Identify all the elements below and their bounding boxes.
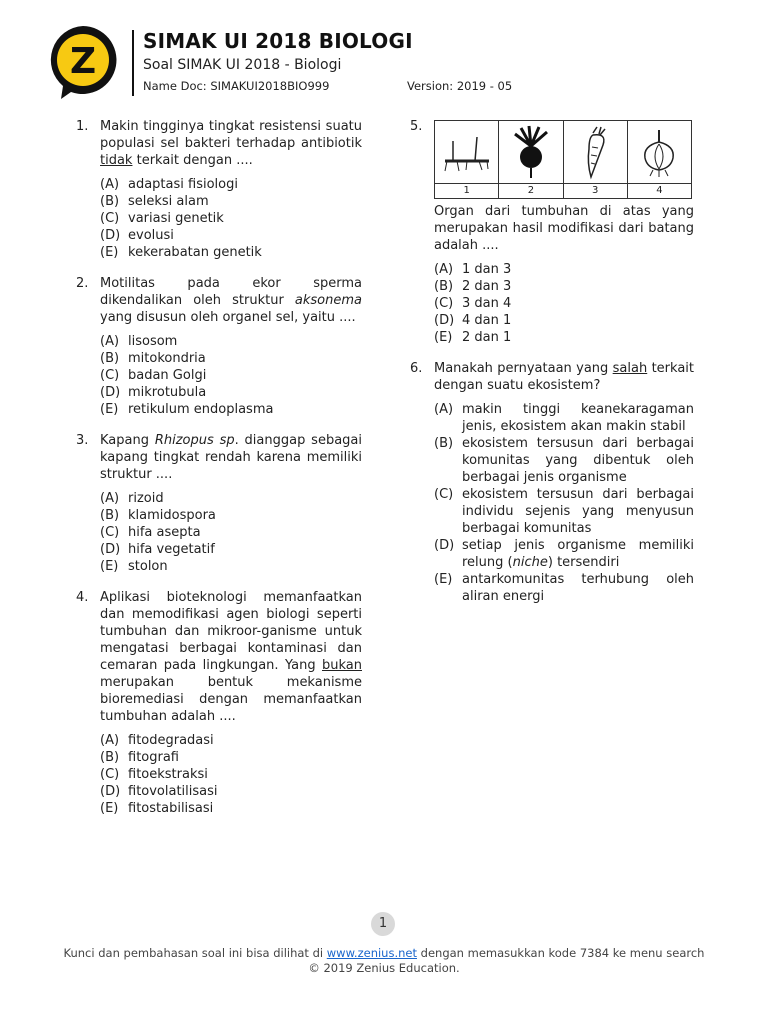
carrot-icon [567,123,623,181]
doc-version: Version: 2019 - 05 [407,79,513,93]
option-c[interactable]: (C) 3 dan 4 [434,296,512,311]
question-text: Organ dari tumbuhan di atas yang merupakan hasil modifikasi dari batang adalah .... [434,204,694,253]
option-a[interactable]: (A) fitodegradasi [100,733,214,748]
question-text: Manakah pernyataan yang salah terkait dengan suatu ekosistem? [434,361,694,393]
doc-meta [143,79,513,93]
option-d[interactable]: (D) evolusi [100,228,174,243]
doc-name: Name Doc: SIMAKUI2018BIO999 [143,79,330,93]
option-b[interactable]: (B) seleksi alam [100,194,209,209]
figure-cell-2 [499,121,563,198]
question-text: Aplikasi bioteknologi memanfaatkan dan memodifikasi agen biologi seperti tumbuhan dan mikroor-ganisme untuk mengatasi berbagai kontaminasi dan cemaran pada lingkungan. Yang bukan merupakan bentuk mekanisme bioremediasi dengan memanfaatkan tumbuhan adalah .... [100,590,362,724]
question-number: 5. [410,119,423,134]
option-list [100,490,362,575]
option-list [434,401,694,605]
figure-label: 3 [591,185,599,196]
option-a[interactable]: (A) rizoid [100,491,164,506]
option-list [100,176,362,261]
rhizome-icon [439,127,495,177]
option-e[interactable]: (E) 2 dan 1 [434,330,512,345]
question-text: Motilitas pada ekor sperma dikendalikan oleh struktur aksonema yang disusun oleh organel sel, yaitu .... [100,276,362,325]
zenius-logo [47,24,119,100]
option-e[interactable]: (E) retikulum endoplasma [100,402,274,417]
option-e[interactable]: (E) kekerabatan genetik [100,245,262,260]
option-d[interactable]: (D) setiap jenis organisme memiliki relung (niche) tersendiri [434,538,694,570]
footer-note: Kunci dan pembahasan soal ini bisa dilihat di www.zenius.net dengan memasukkan kode 7384 ke menu search [63,946,705,960]
question-6 [410,360,694,605]
left-column [76,118,362,831]
beet-root-icon [503,124,559,180]
option-b[interactable]: (B) mitokondria [100,351,206,366]
figure-cell-1 [435,121,499,198]
logo-letter: Z [69,41,97,82]
option-d[interactable]: (D) mikrotubula [100,385,207,400]
plant-organ-figure [434,120,692,199]
option-c[interactable]: (C) ekosistem tersusun dari berbagai individu sejenis yang menyusun berbagai komunitas [434,487,694,536]
question-5 [410,118,694,346]
figure-cell-4 [628,121,691,198]
question-number: 4. [76,590,89,605]
option-b[interactable]: (B) ekosistem tersusun dari berbagai komunitas yang dibentuk oleh berbagai jenis organisme [434,436,694,485]
header-divider [132,30,134,96]
option-c[interactable]: (C) fitoekstraksi [100,767,208,782]
option-c[interactable]: (C) hifa asepta [100,525,201,540]
option-c[interactable]: (C) badan Golgi [100,368,207,383]
option-list [100,732,362,817]
option-b[interactable]: (B) fitografi [100,750,179,765]
question-1 [76,118,362,261]
question-text: Makin tingginya tingkat resistensi suatu populasi sel bakteri terhadap antibiotik tidak terkait dengan .... [100,119,362,168]
zenius-link[interactable]: www.zenius.net [326,946,417,960]
page-number: 1 [371,912,395,936]
option-a[interactable]: (A) 1 dan 3 [434,262,512,277]
option-d[interactable]: (D) hifa vegetatif [100,542,215,557]
option-b[interactable]: (B) 2 dan 3 [434,279,512,294]
question-3 [76,432,362,575]
figure-label: 2 [527,185,535,196]
question-number: 3. [76,433,89,448]
option-a[interactable]: (A) lisosom [100,334,178,349]
option-e[interactable]: (E) stolon [100,559,168,574]
option-b[interactable]: (B) klamidospora [100,508,216,523]
footer-copyright: © 2019 Zenius Education. [308,961,460,975]
option-list [100,333,362,418]
option-d[interactable]: (D) 4 dan 1 [434,313,512,328]
question-text: Kapang Rhizopus sp. dianggap sebagai kapang tingkat rendah karena memiliki struktur .... [100,433,362,482]
onion-bulb-icon [631,126,687,178]
option-a[interactable]: (A) adaptasi fisiologi [100,177,238,192]
question-number: 6. [410,361,423,376]
page-subtitle: Soal SIMAK UI 2018 - Biologi [143,57,342,73]
figure-label: 4 [656,185,663,196]
option-d[interactable]: (D) fitovolatilisasi [100,784,218,799]
option-c[interactable]: (C) variasi genetik [100,211,224,226]
option-e[interactable]: (E) antarkomunitas terhubung oleh aliran energi [434,572,694,604]
question-2 [76,275,362,418]
option-e[interactable]: (E) fitostabilisasi [100,801,214,816]
figure-cell-3 [564,121,628,198]
question-number: 1. [76,119,89,134]
option-list [434,261,694,346]
question-4 [76,589,362,817]
option-a[interactable]: (A) makin tinggi keanekaragaman jenis, ekosistem akan makin stabil [434,402,694,434]
right-column [410,118,694,619]
page-title: SIMAK UI 2018 BIOLOGI [143,29,413,53]
question-number: 2. [76,276,89,291]
figure-label: 1 [463,185,470,196]
